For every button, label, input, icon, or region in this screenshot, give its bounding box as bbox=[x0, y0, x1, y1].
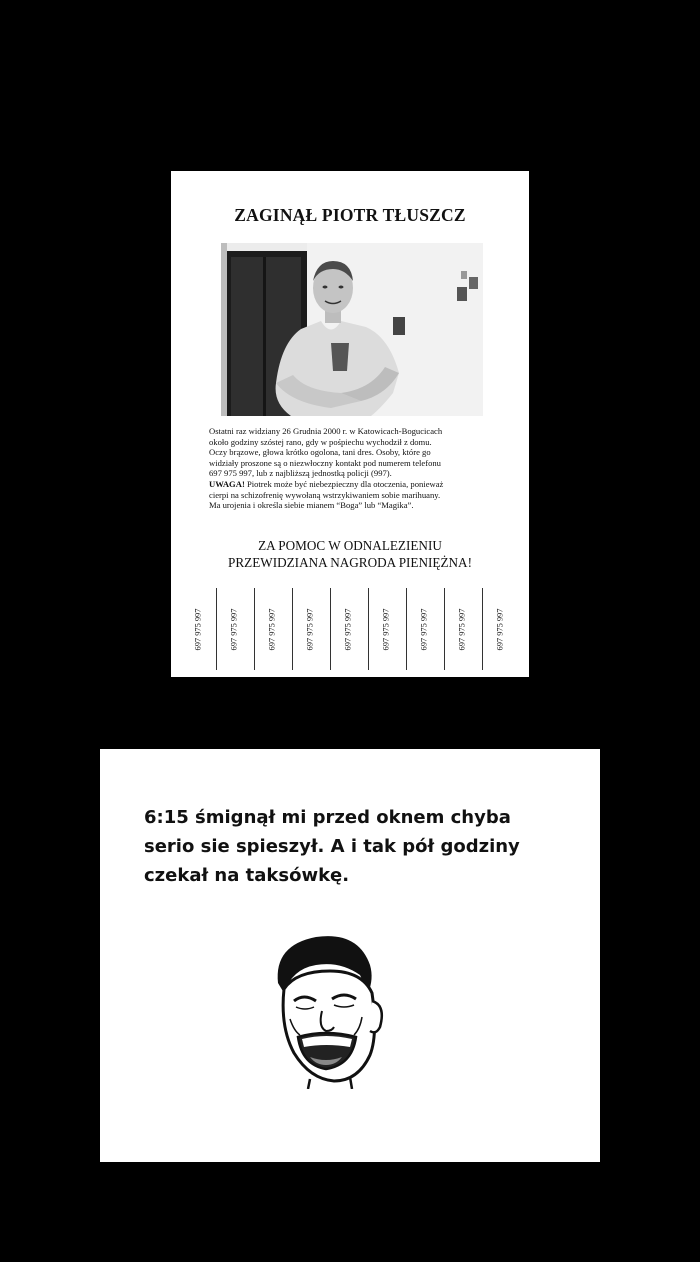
tab-phone: 697 975 997 bbox=[343, 608, 353, 650]
meme-caption bbox=[144, 803, 564, 890]
tear-off-tab[interactable] bbox=[376, 588, 396, 670]
tab-phone: 697 975 997 bbox=[495, 608, 505, 650]
description-line: Ostatni raz widziany 26 Grudnia 2000 r. w Katowicach-Bogucicach bbox=[209, 426, 443, 436]
caption-line: czekał na taksówkę. bbox=[144, 865, 350, 886]
tear-off-tab[interactable] bbox=[300, 588, 320, 670]
tab-divider bbox=[254, 588, 255, 670]
warning-label: UWAGA! bbox=[209, 478, 245, 489]
poster-description bbox=[209, 426, 509, 511]
tab-divider bbox=[482, 588, 483, 670]
tab-divider bbox=[444, 588, 445, 670]
tab-phone: 697 975 997 bbox=[457, 608, 467, 650]
reward-line: PRZEWIDZIANA NAGRODA PIENIĘŻNA! bbox=[228, 555, 472, 570]
poster-title: ZAGINĄŁ PIOTR TŁUSZCZ bbox=[234, 205, 466, 225]
tear-off-tab[interactable] bbox=[338, 588, 358, 670]
tear-off-tabs bbox=[188, 588, 512, 670]
meme-panel bbox=[100, 749, 600, 1162]
tear-off-tab[interactable] bbox=[188, 588, 208, 670]
photo-illustration bbox=[221, 243, 483, 416]
tear-off-tab[interactable] bbox=[490, 588, 510, 670]
tear-off-tab[interactable] bbox=[414, 588, 434, 670]
tab-phone: 697 975 997 bbox=[267, 608, 277, 650]
tab-divider bbox=[216, 588, 217, 670]
reward-line: ZA POMOC W ODNALEZIENIU bbox=[258, 538, 442, 553]
missing-person-photo bbox=[221, 243, 483, 416]
tear-off-tab[interactable] bbox=[224, 588, 244, 670]
warning-line: cierpi na schizofrenię wywołaną wstrzykiwaniem sobie marihuany. bbox=[209, 489, 441, 500]
caption-line: 6:15 śmignął mi przed oknem chyba bbox=[144, 807, 511, 828]
tab-divider bbox=[406, 588, 407, 670]
caption-line: serio sie spieszył. A i tak pół godziny bbox=[144, 836, 520, 857]
tab-phone: 697 975 997 bbox=[381, 608, 391, 650]
warning-line: Ma urojenia i określa siebie mianem “Boga” lub “Magika”. bbox=[209, 500, 414, 511]
description-line: około godziny szóstej rano, gdy w pośpiechu wychodził z domu. bbox=[209, 436, 432, 447]
warning-text: Piotrek może być niebezpieczny dla otoczenia, ponieważ bbox=[244, 478, 444, 489]
warning-line bbox=[209, 479, 509, 490]
missing-person-poster bbox=[171, 171, 529, 677]
description-line: 697 975 997, lub z najbliższą jednostką policji (997). bbox=[209, 468, 392, 479]
tab-divider bbox=[292, 588, 293, 670]
tear-off-tab[interactable] bbox=[262, 588, 282, 670]
tab-divider bbox=[368, 588, 369, 670]
laughing-rage-face-icon bbox=[260, 931, 390, 1089]
tab-phone: 697 975 997 bbox=[229, 608, 239, 650]
tab-phone: 697 975 997 bbox=[193, 608, 203, 650]
reward-notice bbox=[171, 537, 529, 571]
description-line: Oczy brązowe, głowa krótko ogolona, tani dres. Osoby, które go bbox=[209, 447, 431, 458]
tab-phone: 697 975 997 bbox=[419, 608, 429, 650]
description-line: widziały proszone są o niezwłoczny kontakt pod numerem telefonu bbox=[209, 457, 441, 468]
tab-divider bbox=[330, 588, 331, 670]
tab-phone: 697 975 997 bbox=[305, 608, 315, 650]
tear-off-tab[interactable] bbox=[452, 588, 472, 670]
